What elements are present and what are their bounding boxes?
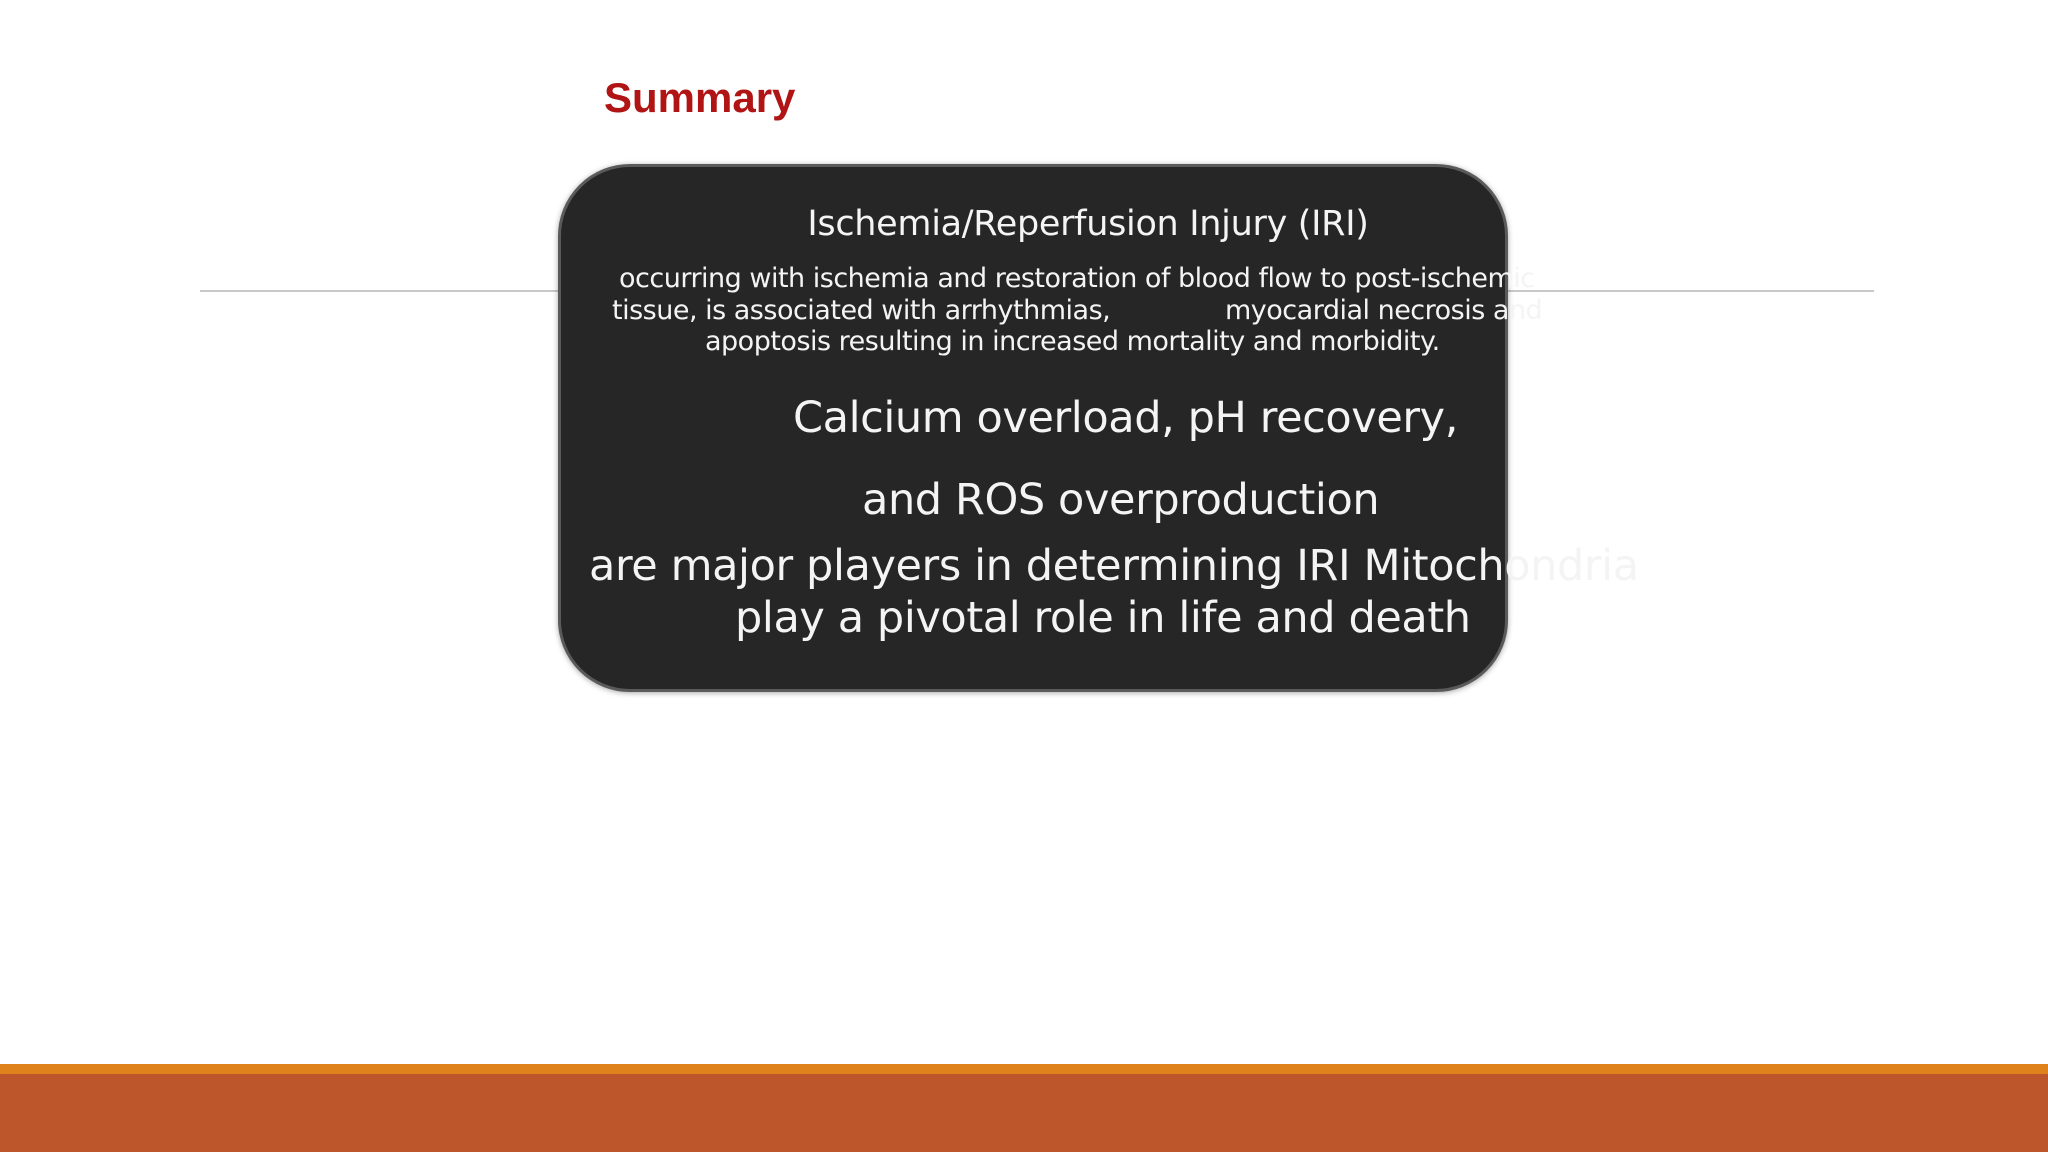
footer-band bbox=[0, 1074, 2048, 1152]
card-emphasis-line-3: are major players in determining IRI Mitochondria bbox=[589, 541, 1639, 591]
card-description-line-2-left: tissue, is associated with arrhythmias, bbox=[612, 295, 1111, 326]
card-description-line-3: apoptosis resulting in increased mortality and morbidity. bbox=[705, 326, 1440, 357]
summary-card bbox=[558, 164, 1639, 692]
footer-accent-stripe bbox=[0, 1064, 2048, 1074]
card-heading: Ischemia/Reperfusion Injury (IRI) bbox=[807, 204, 1369, 244]
slide-title: Summary bbox=[604, 74, 796, 121]
card-description-line-2-right: myocardial necrosis and bbox=[1225, 295, 1543, 326]
card-description-line-1: occurring with ischemia and restoration of blood flow to post-ischemic bbox=[619, 263, 1535, 294]
card-emphasis-line-1: Calcium overload, pH recovery, bbox=[793, 393, 1458, 443]
card-emphasis-line-2: and ROS overproduction bbox=[862, 475, 1380, 525]
card-emphasis-line-4: play a pivotal role in life and death bbox=[735, 593, 1471, 643]
